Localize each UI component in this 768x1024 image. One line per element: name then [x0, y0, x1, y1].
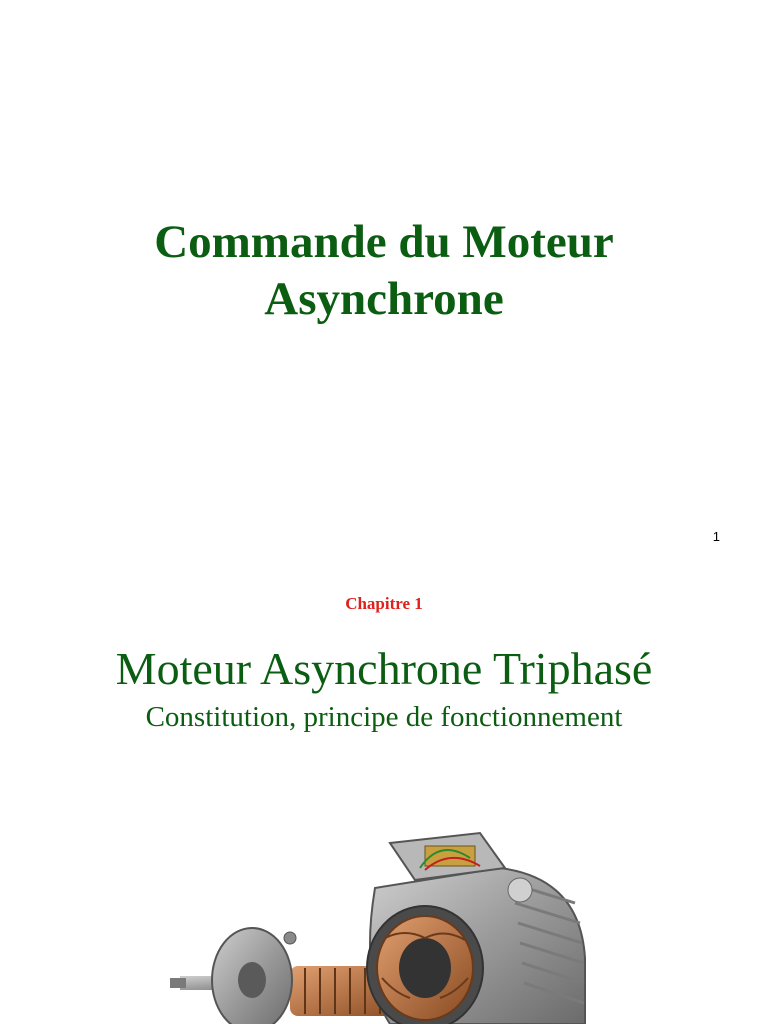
page-number: 1 [712, 529, 720, 544]
slide-2 [0, 558, 768, 1024]
slide-title-line-2: Asynchrone [264, 273, 504, 325]
slide-title-line-1: Commande du Moteur [154, 216, 614, 268]
slide-title [0, 214, 768, 328]
electric-motor-cutaway-icon [170, 828, 590, 1024]
chapter-title: Moteur Asynchrone Triphasé [115, 643, 653, 694]
chapter-subtitle: Constitution, principe de fonctionnement [145, 701, 623, 733]
chapter-label: Chapitre 1 [345, 594, 423, 613]
cable-gland [508, 878, 532, 902]
